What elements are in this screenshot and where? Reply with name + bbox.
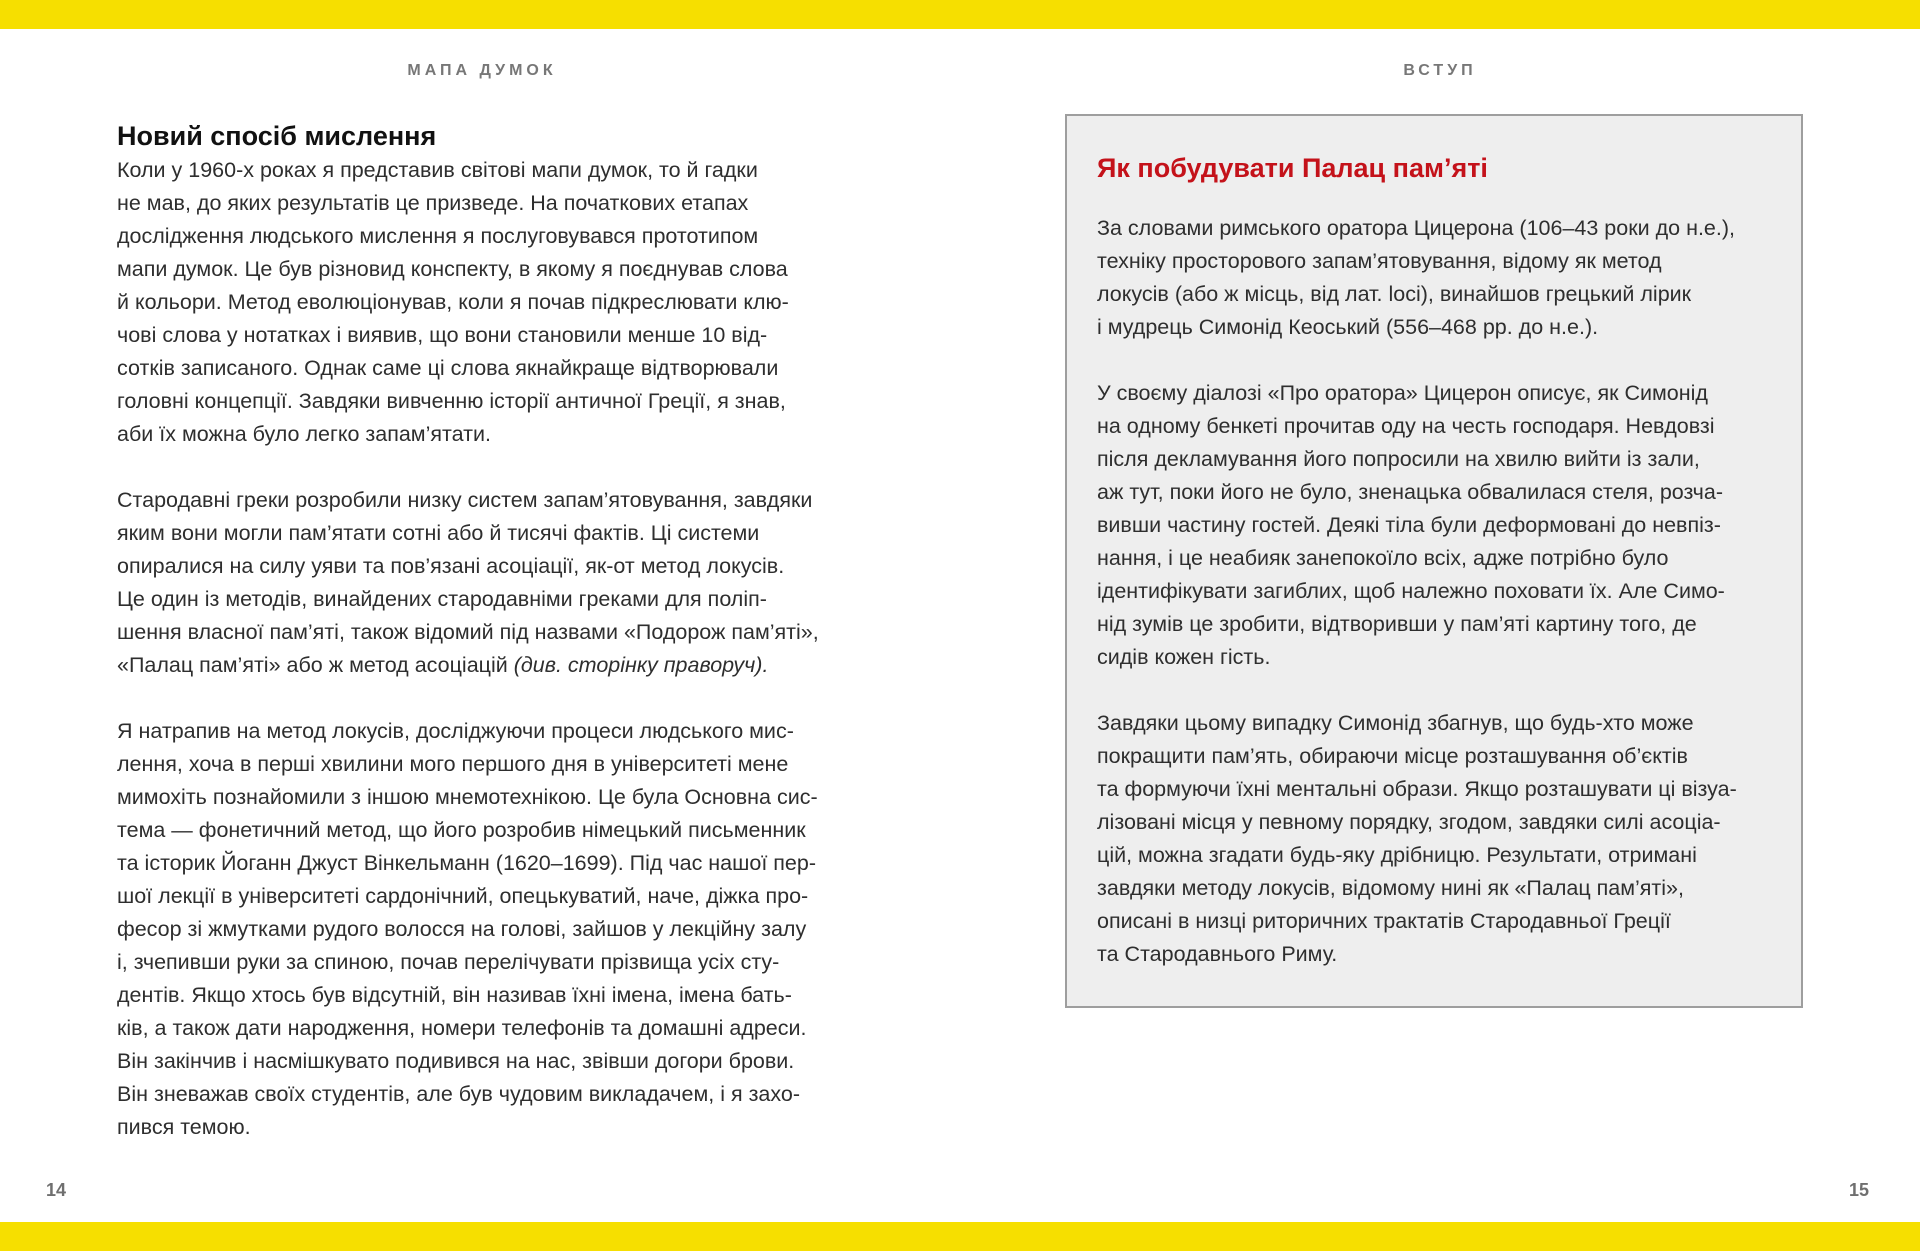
text-line: дослідження людського мислення я послуговувався прототипом: [117, 224, 759, 248]
text-line: Це один із методів, винайдених стародавніми греками для поліп-: [117, 587, 767, 611]
text-line: та формуючи їхні ментальні образи. Якщо розташувати ці візуа-: [1097, 777, 1737, 801]
text-line: лення, хоча в перші хвилини мого першого дня в університеті мене: [117, 752, 789, 776]
text-line: ідентифікувати загиблих, щоб належно поховати їх. Але Симо-: [1097, 579, 1725, 603]
text-line: аж тут, поки його не було, зненацька обвалилася стеля, розча-: [1097, 480, 1723, 504]
bottom-yellow-stripe: [0, 1222, 1920, 1251]
text-line: описані в низці риторичних трактатів Стародавньої Греції: [1097, 909, 1671, 933]
text-line: після декламування його попросили на хвилю вийти із зали,: [1097, 447, 1700, 471]
text-line: й кольори. Метод еволюціонував, коли я почав підкреслювати клю-: [117, 290, 789, 314]
text-line: фесор зі жмутками рудого волосся на голові, зайшов у лекційну залу: [117, 917, 807, 941]
left-page-number: 14: [46, 1180, 67, 1200]
section-heading: Новий спосіб мислення: [117, 121, 437, 151]
text-line: та Стародавнього Риму.: [1097, 942, 1338, 966]
top-yellow-stripe: [0, 0, 1920, 29]
sidebar-paragraph-3: [1097, 707, 1787, 971]
text-line: Стародавні греки розробили низку систем запам’ятовування, завдяки: [117, 488, 813, 512]
text-line: завдяки методу локусів, відомому нині як «Палац пам’яті»,: [1097, 876, 1684, 900]
cross-reference-note: (див. сторінку праворуч).: [513, 653, 769, 677]
text-line-start: «Палац пам’яті» або ж метод асоціацій: [117, 653, 514, 677]
text-line: [117, 649, 877, 682]
text-line: яким вони могли пам’ятати сотні або й тисячі фактів. Ці системи: [117, 521, 760, 545]
text-line: нання, і це неабияк занепокоїло всіх, адже потрібно було: [1097, 546, 1669, 570]
body-paragraph-3: [117, 715, 877, 1144]
memory-palace-sidebar: [1065, 114, 1803, 1008]
body-paragraph-2: [117, 484, 877, 682]
text-line: нід зумів це зробити, відтворивши у пам’яті картину того, де: [1097, 612, 1697, 636]
text-line: мапи думок. Це був різновид конспекту, в якому я поєднував слова: [117, 257, 788, 281]
left-page-body: [117, 118, 877, 1144]
text-line: чові слова у нотатках і виявив, що вони становили менше 10 від-: [117, 323, 768, 347]
text-line: дентів. Якщо хтось був відсутній, він називав їхні імена, імена бать-: [117, 983, 792, 1007]
right-page-number: 15: [1849, 1180, 1870, 1200]
sidebar-paragraph-2: [1097, 377, 1787, 674]
text-line: локусів (або ж місць, від лат. loci), винайшов грецький лірик: [1097, 282, 1692, 306]
text-line: вивши частину гостей. Деякі тіла були деформовані до невпіз-: [1097, 513, 1721, 537]
text-line: сотків записаного. Однак саме ці слова якнайкраще відтворювали: [117, 356, 779, 380]
text-line: цій, можна згадати будь-яку дрібницю. Результати, отримані: [1097, 843, 1697, 867]
text-line: пився темою.: [117, 1115, 251, 1139]
right-running-head: ВСТУП: [1403, 62, 1477, 79]
text-line: Він закінчив і насмішкувато подивився на нас, звівши догори брови.: [117, 1049, 795, 1073]
left-running-head: МАПА ДУМОК: [407, 62, 557, 79]
text-line: За словами римського оратора Цицерона (106–43 роки до н.е.),: [1097, 216, 1735, 240]
text-line: покращити пам’ять, обираючи місце розташування об’єктів: [1097, 744, 1688, 768]
text-line: опиралися на силу уяви та пов’язані асоціації, як-от метод локусів.: [117, 554, 785, 578]
text-line: і мудрець Симонід Кеоський (556–468 рр. до н.е.).: [1097, 315, 1599, 339]
text-line: ків, а також дати народження, номери телефонів та домашні адреси.: [117, 1016, 807, 1040]
text-line: Я натрапив на метод локусів, досліджуючи процеси людського мис-: [117, 719, 794, 743]
text-line: Завдяки цьому випадку Симонід збагнув, що будь-хто може: [1097, 711, 1694, 735]
text-line: та історик Йоганн Джуст Вінкельманн (1620–1699). Під час нашої пер-: [117, 851, 816, 875]
body-paragraph-1: [117, 154, 877, 451]
text-line: сидів кожен гість.: [1097, 645, 1271, 669]
sidebar-title: Як побудувати Палац пам’яті: [1097, 153, 1488, 183]
text-line: головні концепції. Завдяки вивченню історії античної Греції, я знав,: [117, 389, 786, 413]
text-line: на одному бенкеті прочитав оду на честь господаря. Невдовзі: [1097, 414, 1715, 438]
text-line: У своєму діалозі «Про оратора» Цицерон описує, як Симонід: [1097, 381, 1708, 405]
text-line: не мав, до яких результатів це призведе. На початкових етапах: [117, 191, 749, 215]
text-line: аби їх можна було легко запам’ятати.: [117, 422, 491, 446]
text-line: і, зчепивши руки за спиною, почав перелічувати прізвища усіх сту-: [117, 950, 780, 974]
text-line: шення власної пам’яті, також відомий під назвами «Подорож пам’яті»,: [117, 620, 819, 644]
sidebar-content: [1097, 150, 1787, 971]
text-line: шої лекції в університеті сардонічний, опецькуватий, наче, діжка про-: [117, 884, 809, 908]
text-line: техніку просторового запам’ятовування, відому як метод: [1097, 249, 1662, 273]
text-line: мимохіть познайомили з іншою мнемотехнікою. Це була Основна сис-: [117, 785, 818, 809]
text-line: тема — фонетичний метод, що його розробив німецький письменник: [117, 818, 806, 842]
text-line: лізовані місця у певному порядку, згодом, завдяки силі асоціа-: [1097, 810, 1721, 834]
text-line: Коли у 1960-х роках я представив світові мапи думок, то й гадки: [117, 158, 758, 182]
text-line: Він зневажав своїх студентів, але був чудовим викладачем, і я захо-: [117, 1082, 801, 1106]
sidebar-paragraph-1: [1097, 212, 1787, 344]
